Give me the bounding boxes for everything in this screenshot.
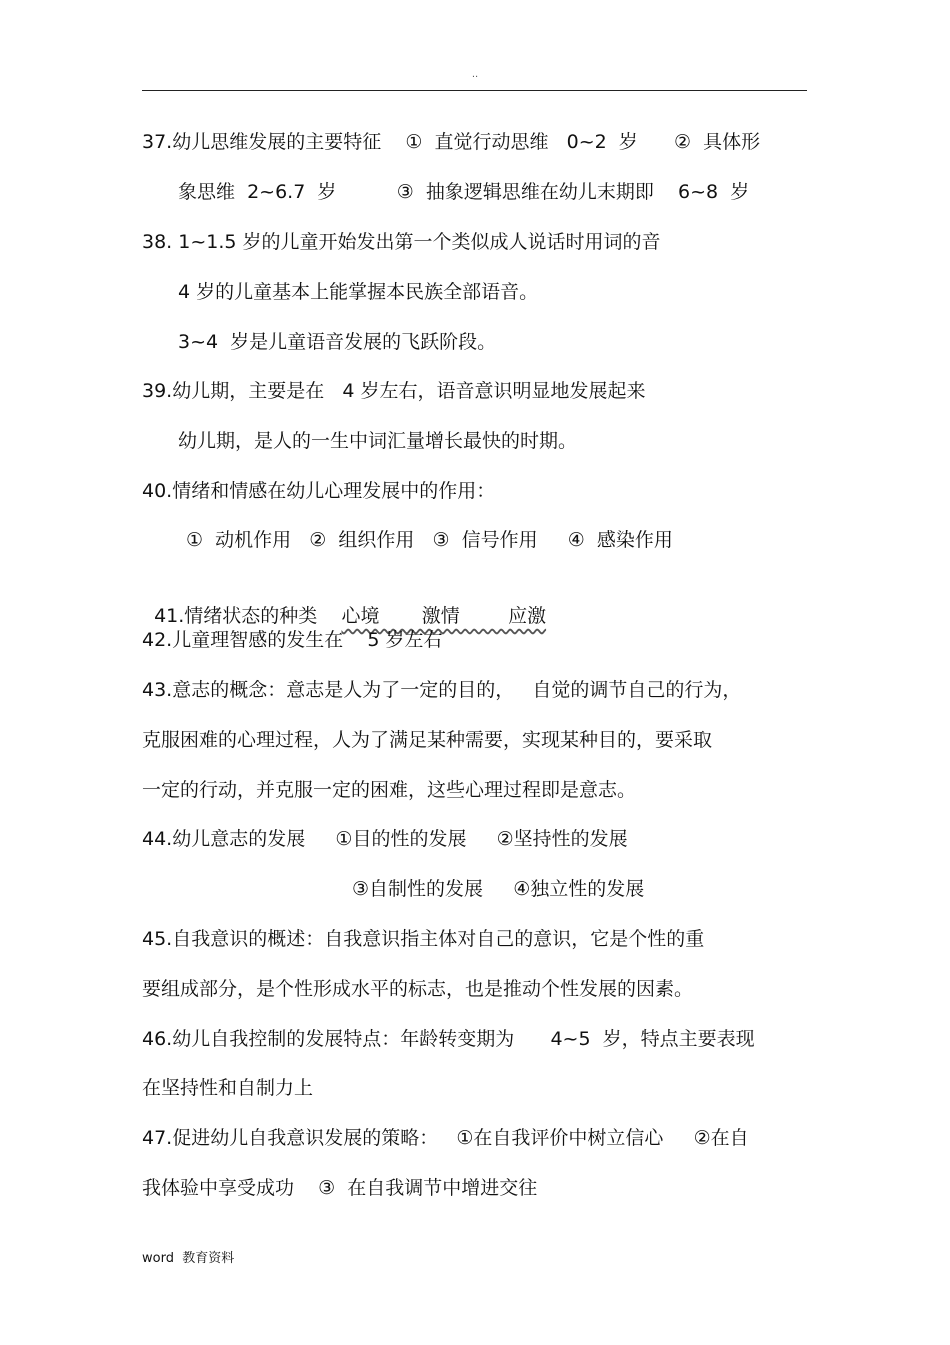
line-40-a: 40.情绪和情感在幼儿心理发展中的作用： xyxy=(142,480,496,502)
line-38-b: 4 岁的儿童基本上能掌握本民族全部语音。 xyxy=(178,281,539,303)
line-47-b: 我体验中享受成功 ③ 在自我调节中增进交往 xyxy=(142,1177,538,1199)
line-43-b: 克服困难的心理过程，人为了满足某种需要，实现某种目的，要采取 xyxy=(142,729,713,751)
line-44-a: 44.幼儿意志的发展 ①目的性的发展 ②坚持性的发展 xyxy=(142,828,628,850)
line-41-spacer xyxy=(317,605,341,627)
line-37-a: 37.幼儿思维发展的主要特征 ① 直觉行动思维 0~2 岁 ② 具体形 xyxy=(142,131,761,153)
line-40-b: ① 动机作用 ② 组织作用 ③ 信号作用 ④ 感染作用 xyxy=(186,529,673,551)
line-41-label: 41.情绪状态的种类 xyxy=(154,605,318,627)
emotion-state-types: 心境 激情 应激 xyxy=(341,605,547,627)
line-38-c: 3~4 岁是儿童语音发展的飞跃阶段。 xyxy=(178,331,497,353)
line-45-a: 45.自我意识的概述：自我意识指主体对自己的意识，它是个性的重 xyxy=(142,928,705,950)
line-47-a: 47.促进幼儿自我意识发展的策略： ①在自我评价中树立信心 ②在自 xyxy=(142,1127,749,1149)
line-41 xyxy=(142,577,547,627)
line-39-a: 39.幼儿期，主要是在 4 岁左右，语音意识明显地发展起来 xyxy=(142,380,646,402)
line-43-c: 一定的行动，并克服一定的困难，这些心理过程即是意志。 xyxy=(142,779,637,801)
header-rule xyxy=(142,90,807,91)
page-footer: word 教育资料 xyxy=(142,1251,235,1266)
line-46-b: 在坚持性和自制力上 xyxy=(142,1077,314,1099)
line-46-a: 46.幼儿自我控制的发展特点：年龄转变期为 4~5 岁，特点主要表现 xyxy=(142,1028,755,1050)
line-44-b: ③自制性的发展 ④独立性的发展 xyxy=(352,878,645,900)
line-39-b: 幼儿期，是人的一生中词汇量增长最快的时期。 xyxy=(178,430,578,452)
line-37-b: 象思维 2~6.7 岁 ③ 抽象逻辑思维在幼儿末期即 6~8 岁 xyxy=(178,181,750,203)
page-header-mark: .. xyxy=(471,69,479,80)
line-42: 42.儿童理智感的发生在 5 岁左右 xyxy=(142,629,443,651)
line-45-b: 要组成部分，是个性形成水平的标志，也是推动个性发展的因素。 xyxy=(142,978,694,1000)
line-43-a: 43.意志的概念：意志是人为了一定的目的， 自觉的调节自己的行为， xyxy=(142,679,742,701)
line-38-a: 38. 1~1.5 岁的儿童开始发出第一个类似成人说话时用词的音 xyxy=(142,231,661,253)
